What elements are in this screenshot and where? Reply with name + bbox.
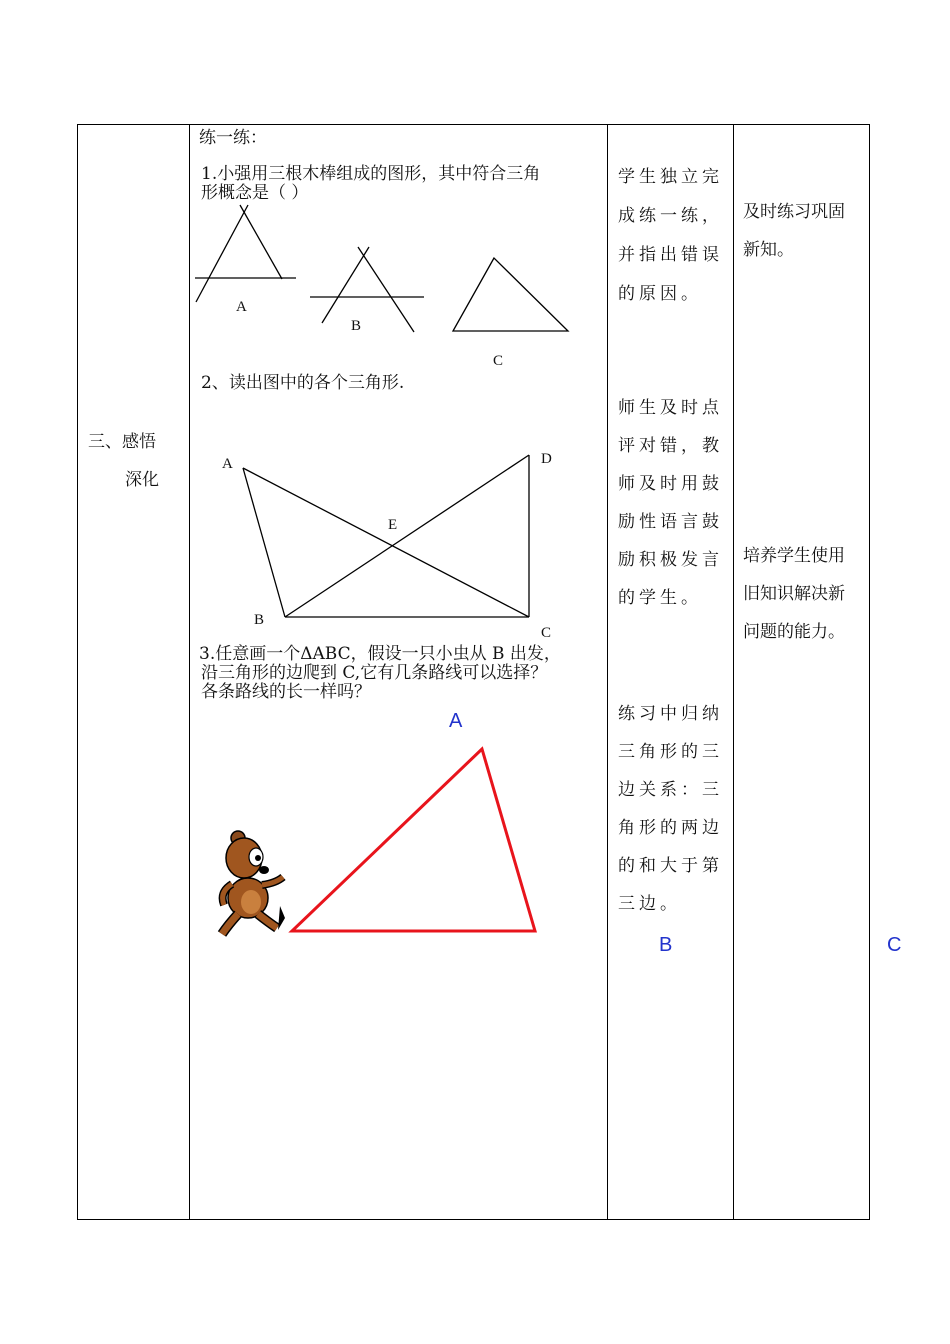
student-activity-1-line3: 并指出错误 — [618, 245, 723, 265]
red-triangle-abc — [292, 749, 535, 931]
column-divider-2 — [607, 124, 608, 1220]
exercise-heading: 练一练： — [199, 128, 267, 148]
student-activity-1-line1: 学生独立完 — [618, 167, 723, 187]
section-label-line1: 三、感悟 — [88, 432, 156, 452]
question-1-line1: 1.小强用三根木棒组成的图形，其中符合三角 — [201, 164, 541, 184]
student-activity-2-line3: 师及时用鼓 — [618, 474, 723, 494]
student-activity-2-line6: 的学生。 — [618, 588, 702, 608]
question-3-line2: 沿三角形的边爬到 C,它有几条路线可以选择？ — [201, 663, 548, 683]
design-intent-1-line1: 及时练习巩固 — [743, 202, 845, 222]
point-label-d: D — [541, 451, 552, 467]
student-activity-2-line1: 师生及时点 — [618, 398, 723, 418]
section-label-line2: 深化 — [125, 470, 159, 490]
design-intent-2-line1: 培养学生使用 — [743, 546, 845, 566]
student-activity-2-line4: 励性语言鼓 — [618, 512, 723, 532]
design-intent-1-line2: 新知。 — [743, 240, 794, 260]
point-label-b: B — [254, 612, 265, 628]
column-divider-1 — [189, 124, 190, 1220]
student-activity-3-line1: 练习中归纳 — [618, 704, 723, 724]
table-right-border — [869, 124, 870, 1220]
triangle-vertex-c: C — [887, 934, 902, 956]
student-activity-1-line2: 成练一练， — [618, 206, 723, 226]
option-label-a: A — [236, 299, 247, 315]
question-1-line2: 形概念是（ ） — [201, 183, 309, 203]
triangle-vertex-b: B — [659, 934, 673, 956]
student-activity-3-line5: 的和大于第 — [618, 856, 723, 876]
column-divider-3 — [733, 124, 734, 1220]
option-label-c: C — [493, 353, 504, 369]
point-label-e: E — [388, 517, 398, 533]
triangle-vertex-a: A — [449, 710, 463, 732]
student-activity-3-line6: 三边。 — [618, 894, 681, 914]
table-top-border — [77, 124, 870, 125]
design-intent-2-line3: 问题的能力。 — [743, 622, 845, 642]
bear-cartoon-icon — [222, 831, 285, 934]
option-label-b: B — [351, 318, 362, 334]
student-activity-2-line5: 励积极发言 — [618, 550, 723, 570]
question-3-line1: 3.任意画一个ΔABC，假设一只小虫从 B 出发， — [199, 644, 561, 664]
student-activity-3-line3: 边关系：三 — [618, 780, 723, 800]
question-2-text: 2、读出图中的各个三角形. — [201, 373, 405, 393]
student-activity-2-line2: 评对错，教 — [618, 436, 723, 456]
student-activity-3-line4: 角形的两边 — [618, 818, 723, 838]
question-3-line3: 各条路线的长一样吗？ — [201, 682, 371, 702]
point-label-a: A — [222, 456, 233, 472]
design-intent-2-line2: 旧知识解决新 — [743, 584, 845, 604]
table-left-border — [77, 124, 78, 1220]
student-activity-1-line4: 的原因。 — [618, 284, 702, 304]
table-bottom-border — [77, 1219, 870, 1220]
point-label-c: C — [541, 625, 552, 641]
student-activity-3-line2: 三角形的三 — [618, 742, 723, 762]
